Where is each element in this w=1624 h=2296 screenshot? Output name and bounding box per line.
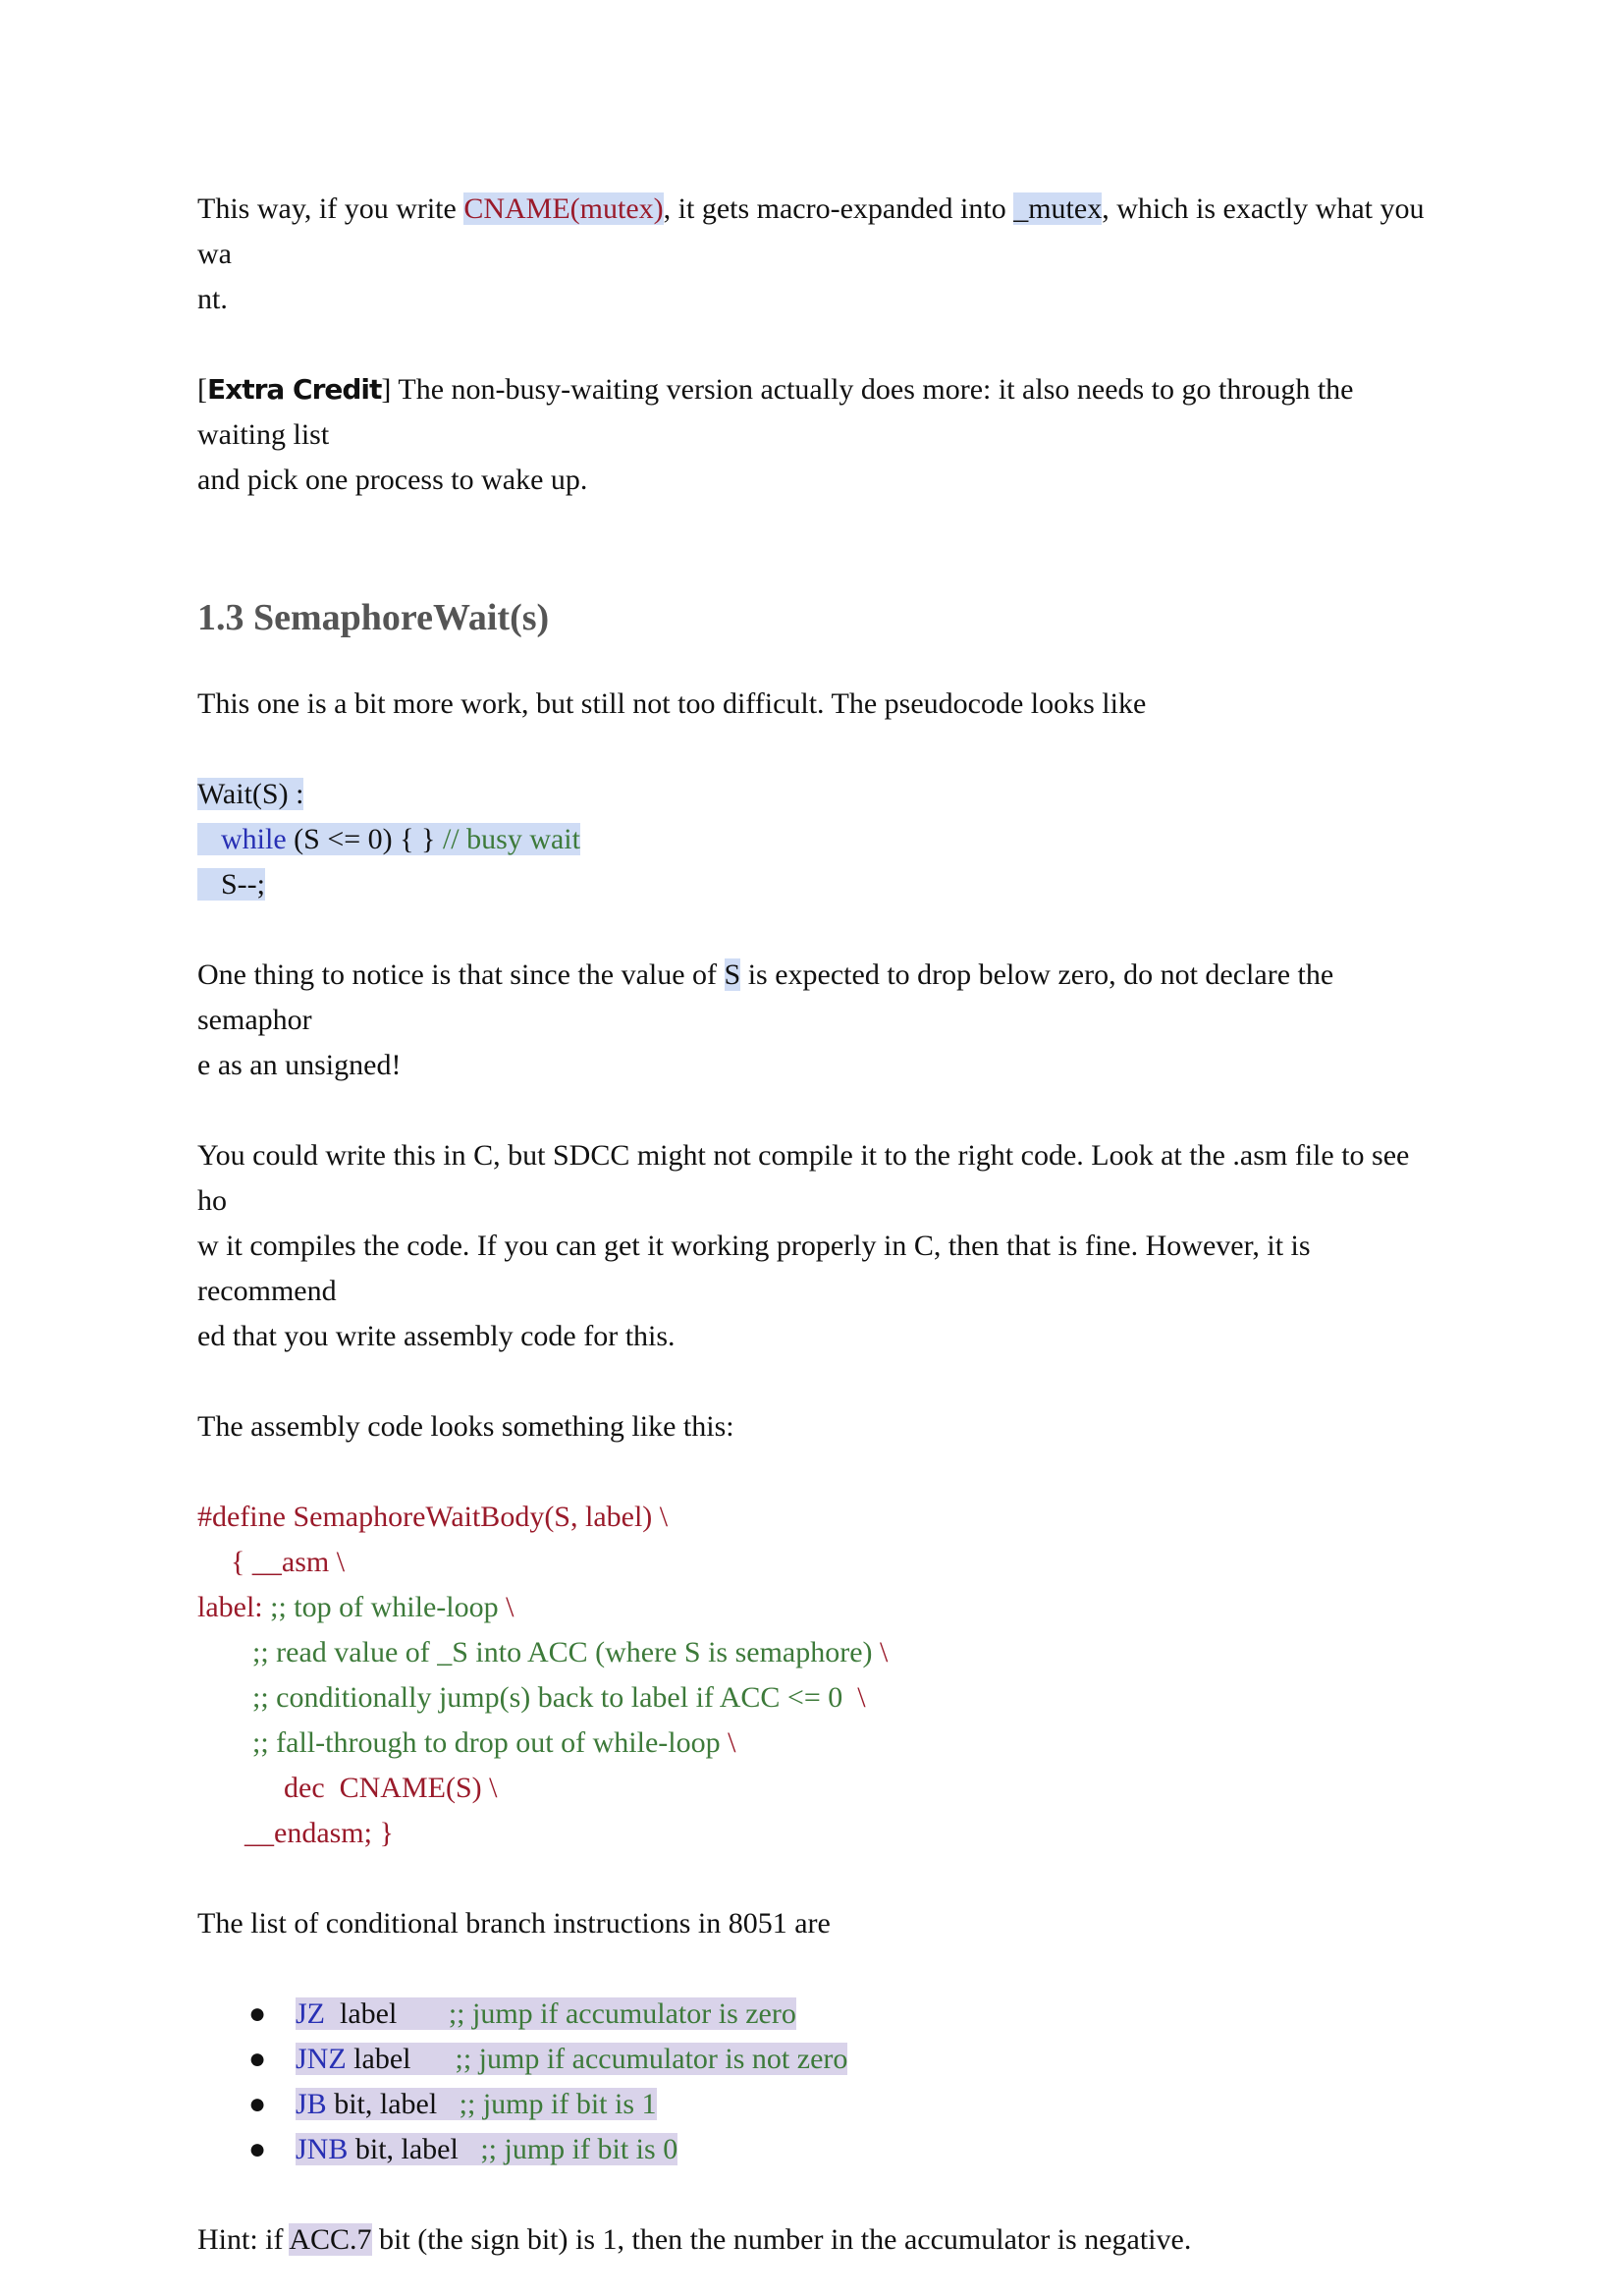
list-item: ● JZ label ;; jump if accumulator is zero	[197, 1992, 1444, 2037]
asm-line-7: dec CNAME(S) \	[284, 1772, 498, 1804]
paragraph-cname-expansion-cont: nt.	[197, 283, 228, 315]
asm-code-block	[197, 1495, 1444, 1856]
asm-line-6: ;; fall-through to drop out of while-loop \	[252, 1726, 736, 1759]
asm-line-8: __endasm; }	[244, 1817, 394, 1849]
paragraph-sdcc-line-2: w it compiles the code. If you can get it working properly in C, then that is fine. However, it is recommend	[197, 1230, 1311, 1307]
paragraph-cname-expansion: This way, if you write CNAME(mutex), it gets macro-expanded into _mutex, which is exactly what you wa	[197, 192, 1425, 270]
asm-line-5: ;; conditionally jump(s) back to label if ACC <= 0 \	[252, 1681, 866, 1714]
paragraph-branch-intro: The list of conditional branch instructions in 8051 are	[197, 1907, 831, 1940]
document-page	[197, 187, 1444, 2263]
paragraph-sdcc-line-3: ed that you write assembly code for this.	[197, 1320, 676, 1352]
bullet-icon: ●	[248, 1997, 267, 2030]
asm-line-1: #define SemaphoreWaitBody(S, label) \	[197, 1501, 669, 1533]
pseudo-line-1: Wait(S) :	[197, 778, 304, 810]
asm-line-2: { __asm \	[231, 1546, 346, 1578]
paragraph-extra-credit-cont: and pick one process to wake up.	[197, 464, 588, 496]
paragraph-extra-credit: [Extra Credit] The non-busy-waiting version actually does more: it also needs to go through the waiting list	[197, 373, 1354, 451]
inline-code-mutex: _mutex	[1013, 192, 1103, 225]
section-heading: 1.3 SemaphoreWait(s)	[197, 597, 550, 638]
bullet-icon: ●	[248, 2133, 267, 2165]
pseudo-line-3: S--;	[197, 868, 265, 901]
paragraph-sdcc-line-1: You could write this in C, but SDCC might not compile it to the right code. Look at the .asm file to see ho	[197, 1139, 1410, 1217]
paragraph-asm-intro: The assembly code looks something like this:	[197, 1410, 734, 1443]
bullet-icon: ●	[248, 2043, 267, 2075]
list-item: ● JB bit, label ;; jump if bit is 1	[197, 2082, 1444, 2127]
inline-code-s: S	[724, 958, 741, 991]
inline-code-acc7: ACC.7	[289, 2223, 372, 2256]
extra-credit-label: Extra Credit	[207, 373, 382, 406]
paragraph-signed-note-cont: e as an unsigned!	[197, 1049, 402, 1081]
pseudocode-block	[197, 772, 1444, 907]
paragraph-hint: Hint: if ACC.7 bit (the sign bit) is 1, then the number in the accumulator is negative.	[197, 2223, 1192, 2256]
list-item: ● JNZ label ;; jump if accumulator is not zero	[197, 2037, 1444, 2082]
paragraph-intro: This one is a bit more work, but still not too difficult. The pseudocode looks like	[197, 687, 1147, 720]
paragraph-signed-note: One thing to notice is that since the value of S is expected to drop below zero, do not declare the semaphor	[197, 958, 1334, 1036]
bullet-icon: ●	[248, 2088, 267, 2120]
asm-line-3: label: ;; top of while-loop \	[197, 1591, 514, 1623]
asm-line-4: ;; read value of _S into ACC (where S is semaphore) \	[252, 1636, 889, 1668]
inline-code-cname-mutex: CNAME(mutex)	[463, 192, 664, 225]
pseudo-line-2: while (S <= 0) { } // busy wait	[197, 823, 580, 855]
list-item: ● JNB bit, label ;; jump if bit is 0	[197, 2127, 1444, 2172]
branch-instruction-list	[197, 1992, 1444, 2172]
